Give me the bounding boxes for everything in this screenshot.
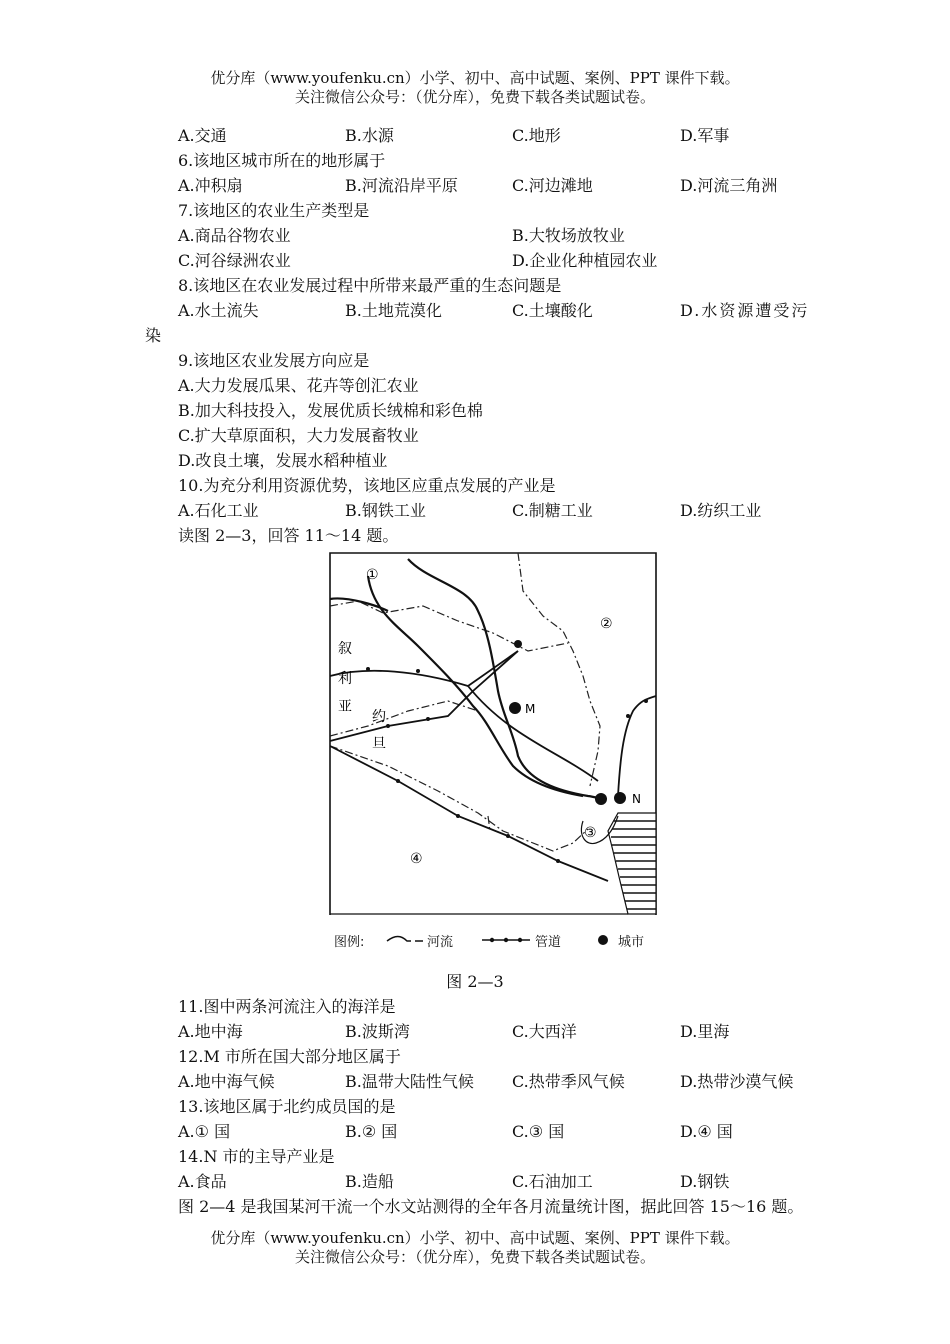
q13-option-b: B.② 国 — [345, 1122, 398, 1141]
q14-stem: 14.N 市的主导产业是 — [178, 1147, 335, 1166]
label-jordan-1: 约 — [372, 709, 386, 725]
q13-option-d: D.④ 国 — [680, 1122, 733, 1141]
q9-option-a: A.大力发展瓜果、花卉等创汇农业 — [178, 376, 419, 395]
q11-option-a: A.地中海 — [178, 1022, 243, 1041]
q10-option-c: C.制糖工业 — [512, 501, 593, 520]
header-line-2: 关注微信公众号：（优分库），免费下载各类试题试卷。 — [294, 88, 655, 106]
border-syria-jordan — [330, 701, 478, 736]
q10-option-a: A.石化工业 — [178, 501, 259, 520]
pipeline-3 — [330, 746, 608, 881]
q6-option-b: B.河流沿岸平原 — [345, 176, 458, 195]
label-country-2: ② — [600, 616, 613, 632]
map-figure-2-3 — [328, 551, 658, 916]
label-city-n: N — [632, 792, 641, 806]
river-tigris — [368, 576, 583, 796]
legend-river-icon — [385, 933, 425, 947]
q14-option-c: C.石油加工 — [512, 1172, 593, 1191]
pipeline-dot — [386, 724, 390, 728]
q14-option-a: A.食品 — [178, 1172, 227, 1191]
intro-figure-2-3: 读图 2—3，回答 11～14 题。 — [178, 526, 399, 545]
city-n-dot — [614, 792, 626, 804]
pipeline-dot — [456, 814, 460, 818]
label-syria-3: 亚 — [338, 699, 352, 715]
city-basra-dot — [595, 793, 607, 805]
q5-option-d: D.军事 — [680, 126, 730, 145]
pipeline-dot — [626, 714, 630, 718]
q5-option-c: C.地形 — [512, 126, 561, 145]
q12-stem: 12.M 市所在国大部分地区属于 — [178, 1047, 401, 1066]
q10-stem: 10.为充分利用资源优势，该地区应重点发展的产业是 — [178, 476, 556, 495]
footer-line-2: 关注微信公众号：（优分库），免费下载各类试题试卷。 — [294, 1248, 655, 1266]
q11-option-d: D.里海 — [680, 1022, 730, 1041]
label-country-1: ① — [366, 567, 379, 583]
q11-option-c: C.大西洋 — [512, 1022, 577, 1041]
footer-line-1: 优分库（www.youfenku.cn）小学、初中、高中试题、案例、PPT 课件下载。 — [210, 1229, 740, 1247]
legend-city-label: 城市 — [618, 935, 645, 950]
pipeline-east — [618, 696, 656, 796]
label-country-4: ④ — [410, 851, 423, 867]
q8-option-c: C.土壤酸化 — [512, 301, 593, 320]
q9-stem: 9.该地区农业发展方向应是 — [178, 351, 370, 370]
pipeline-4 — [468, 686, 598, 781]
q6-option-d: D.河流三角洲 — [680, 176, 778, 195]
pipeline-dot — [396, 779, 400, 783]
pipeline-dot — [506, 834, 510, 838]
legend-pipeline-label: 管道 — [535, 935, 562, 950]
figure-caption-2-3: 图 2—3 — [446, 972, 504, 991]
q8-option-b: B.土地荒漠化 — [345, 301, 442, 320]
q13-option-c: C.③ 国 — [512, 1122, 565, 1141]
q6-option-c: C.河边滩地 — [512, 176, 593, 195]
q9-option-c: C.扩大草原面积，大力发展畜牧业 — [178, 426, 419, 445]
q9-option-d: D.改良土壤，发展水稻种植业 — [178, 451, 388, 470]
label-syria-2: 利 — [338, 671, 352, 687]
label-syria-1: 叙 — [338, 641, 352, 657]
q10-option-d: D.纺织工业 — [680, 501, 762, 520]
q8-option-a: A.水土流失 — [178, 301, 259, 320]
q12-option-a: A.地中海气候 — [178, 1072, 275, 1091]
city-end-dot — [514, 640, 522, 648]
header-line-1: 优分库（www.youfenku.cn）小学、初中、高中试题、案例、PPT 课件下载。 — [210, 69, 740, 87]
q9-option-b: B.加大科技投入，发展优质长绒棉和彩色棉 — [178, 401, 483, 420]
label-jordan-2: 旦 — [372, 736, 386, 752]
q8-stem: 8.该地区在农业发展过程中所带来最严重的生态问题是 — [178, 276, 562, 295]
q12-option-b: B.温带大陆性气候 — [345, 1072, 474, 1091]
border-east — [518, 553, 600, 786]
q11-option-b: B.波斯湾 — [345, 1022, 410, 1041]
q7-option-b: B.大牧场放牧业 — [512, 226, 625, 245]
intro-figure-2-4: 图 2—4 是我国某河干流一个水文站测得的全年各月流量统计图，据此回答 15～16 题。 — [178, 1197, 804, 1216]
pipelines — [330, 651, 656, 881]
q11-stem: 11.图中两条河流注入的海洋是 — [178, 997, 396, 1016]
label-city-m: M — [525, 702, 536, 716]
q14-option-b: B.造船 — [345, 1172, 394, 1191]
label-country-3: ③ — [584, 825, 597, 841]
border-jordan-south — [330, 746, 588, 851]
q5-option-b: B.水源 — [345, 126, 394, 145]
pipeline-dot — [366, 667, 370, 671]
q7-option-d: D.企业化种植园农业 — [512, 251, 658, 270]
river-euphrates — [408, 559, 604, 799]
map-svg — [328, 551, 658, 916]
pipeline-dot — [426, 717, 430, 721]
q7-stem: 7.该地区的农业生产类型是 — [178, 201, 370, 220]
borders — [330, 553, 600, 851]
q8-option-d: D.水资源遭受污 — [680, 301, 810, 320]
pipeline-dot — [416, 669, 420, 673]
map-legend — [330, 929, 660, 953]
q6-option-a: A.冲积扇 — [178, 176, 243, 195]
q12-option-d: D.热带沙漠气候 — [680, 1072, 794, 1091]
legend-pipeline-icon — [480, 933, 532, 947]
q10-option-b: B.钢铁工业 — [345, 501, 426, 520]
q6-stem: 6.该地区城市所在的地形属于 — [178, 151, 386, 170]
q13-option-a: A.① 国 — [178, 1122, 231, 1141]
q12-option-c: C.热带季风气候 — [512, 1072, 625, 1091]
city-m-dot — [509, 702, 521, 714]
legend-river-label: 河流 — [427, 935, 454, 950]
q14-option-d: D.钢铁 — [680, 1172, 730, 1191]
pipeline-dot — [556, 859, 560, 863]
border-north — [330, 601, 568, 651]
rivers — [330, 559, 604, 799]
q7-option-c: C.河谷绿洲农业 — [178, 251, 291, 270]
q13-stem: 13.该地区属于北约成员国的是 — [178, 1097, 396, 1116]
q7-option-a: A.商品谷物农业 — [178, 226, 291, 245]
q5-option-a: A.交通 — [178, 126, 227, 145]
legend-title: 图例: — [334, 935, 365, 950]
legend-city-icon — [596, 933, 610, 947]
gulf-outline — [608, 813, 656, 914]
pipeline-1 — [330, 651, 518, 686]
pipeline-dot — [644, 699, 648, 703]
pipeline-dots — [366, 667, 648, 863]
q8-option-d-wrap: 染 — [145, 326, 162, 345]
